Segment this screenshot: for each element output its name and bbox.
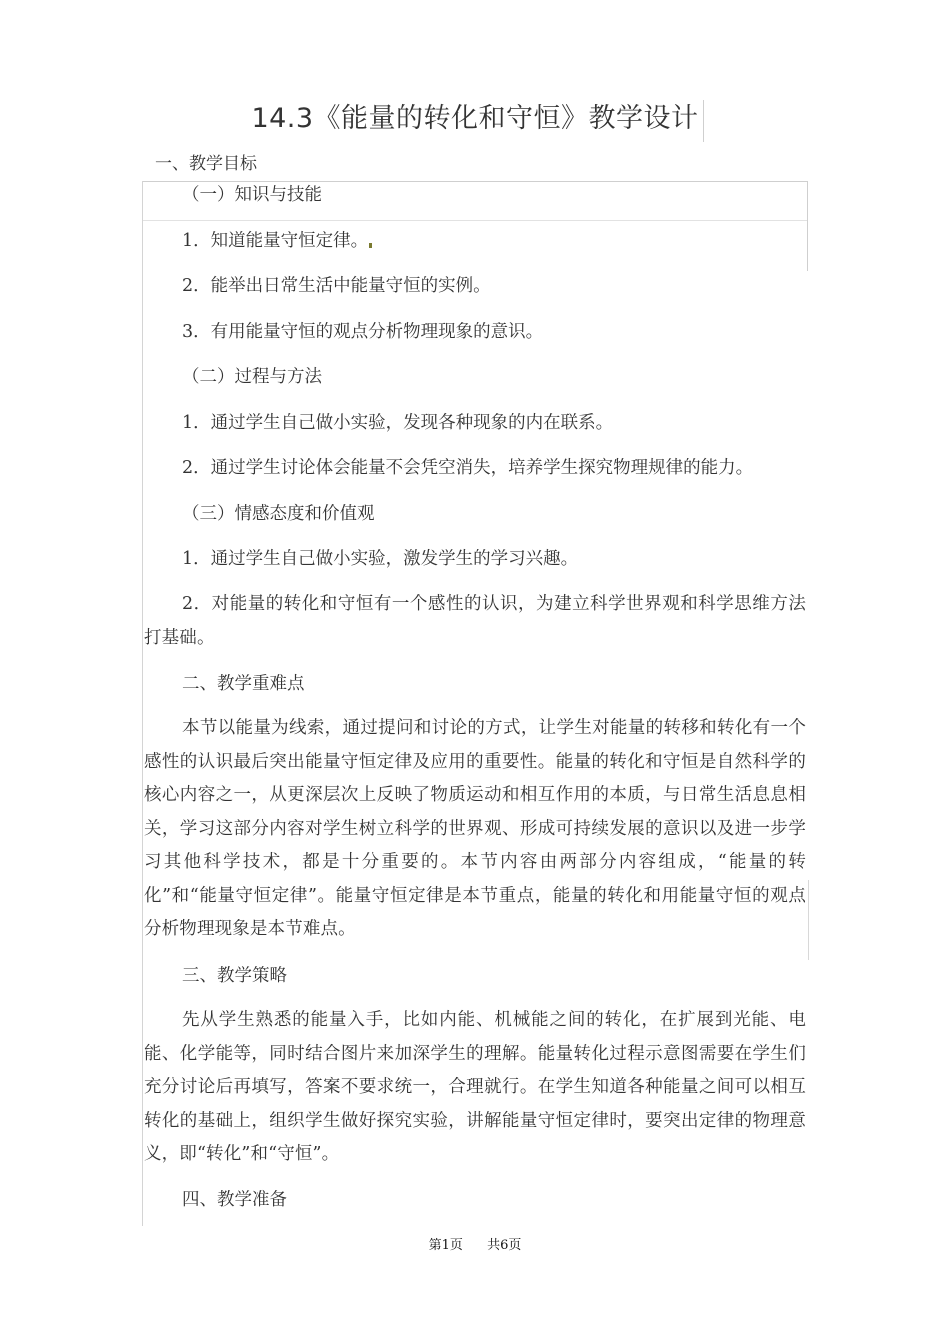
stray-mark <box>369 243 372 248</box>
title-edge-line <box>703 100 704 142</box>
page-total: 共6页 <box>487 1238 522 1253</box>
list-item: 2．能举出日常生活中能量守恒的实例。 <box>182 276 491 296</box>
paragraph-keypoints: 本节以能量为线索，通过提问和讨论的方式，让学生对能量的转移和转化有一个感性的认识最后突出能量守恒定律及应用的重要性。能量的转化和守恒是自然科学的核心内容之一，从更深层次上反映了物质运动和相互作用的本质，与日常生活息息相关，学习这部分内容对学生树立科学的世界观、形成可持续发展的意识以及进一步学习其他科学技术，都是十分重要的。本节内容由两部分内容组成，“能量的转化”和“能量守恒定律”。能量守恒定律是本节重点，能量的转化和用能量守恒的观点分析物理现象是本节难点。 <box>144 718 806 939</box>
frame-line-left <box>142 181 143 1226</box>
subheading-knowledge: （一）知识与技能 <box>182 185 322 205</box>
list-item: 1．知道能量守恒定律。 <box>144 230 844 252</box>
subheading-attitude: （三）情感态度和价值观 <box>182 504 375 524</box>
page-number: 第1页 <box>428 1238 463 1253</box>
list-item: 2．通过学生讨论体会能量不会凭空消失，培养学生探究物理规律的能力。 <box>182 458 754 478</box>
section-heading-strategy: 三、教学策略 <box>182 966 287 986</box>
list-item: 1．通过学生自己做小实验，发现各种现象的内在联系。 <box>182 413 614 433</box>
section-heading-keypoints: 二、教学重难点 <box>182 674 305 694</box>
section-heading-preparation: 四、教学准备 <box>182 1190 287 1210</box>
frame-line-right-lower <box>808 880 809 960</box>
frame-line-top <box>142 181 808 182</box>
list-item: 1．通过学生自己做小实验，激发学生的学习兴趣。 <box>182 549 579 569</box>
page-title: 14.3《能量的转化和守恒》教学设计 <box>251 103 699 134</box>
section-heading-objectives: 一、教学目标 <box>155 154 257 174</box>
list-item: 3．有用能量守恒的观点分析物理现象的意识。 <box>182 322 544 342</box>
subheading-process: （二）过程与方法 <box>182 367 322 387</box>
list-item-wrapped: 2．对能量的转化和守恒有一个感性的认识，为建立科学世界观和科学思维方法打基础。 <box>144 594 806 648</box>
page-footer <box>0 1234 950 1253</box>
frame-line-mid <box>142 220 808 221</box>
paragraph-strategy: 先从学生熟悉的能量入手，比如内能、机械能之间的转化，在扩展到光能、电能、化学能等，同时结合图片来加深学生的理解。能量转化过程示意图需要在学生们充分讨论后再填写，答案不要求统一，合理就行。在学生知道各种能量之间可以相互转化的基础上，组织学生做好探究实验，讲解能量守恒定律时，要突出定律的物理意义，即“转化”和“守恒”。 <box>144 1010 806 1164</box>
